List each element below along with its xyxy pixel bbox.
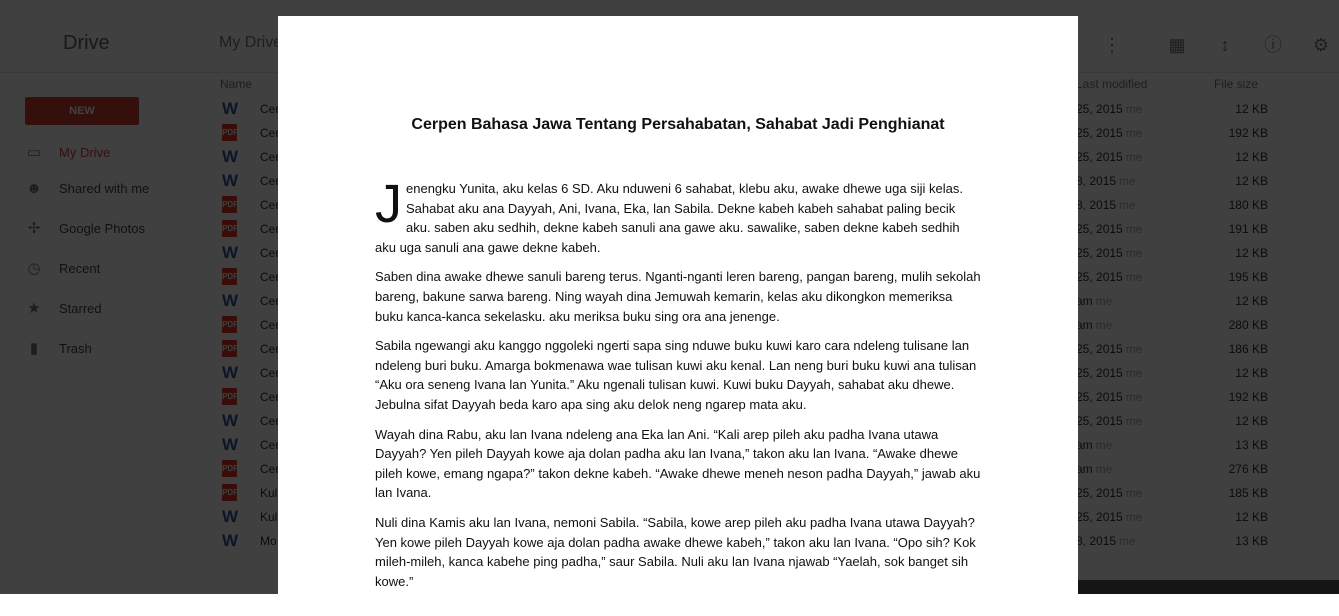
document-paragraph: Sabila ngewangi aku kanggo nggoleki ngerti sapa sing nduwe buku kuwi karo cara ndeleng tulisane lan ndeleng buri buku. Amarga bokmenawa wae tulisan kuwi aku kenal. Lan neng buri buku kuwi ana tulisan “Aku ora seneng Ivana lan Yunita.” Aku ngenali tulisan kuwi. Kuwi buku Dayyah, sahabat aku dhewe. Jebulna sifat Dayyah beda karo apa sing aku delok neng ngarep mata aku.: [375, 338, 977, 412]
document-title: Cerpen Bahasa Jawa Tentang Persahabatan, Sahabat Jadi Penghianat: [411, 116, 945, 133]
document-paragraph: Nuli dina Kamis aku lan Ivana, nemoni Sabila. “Sabila, kowe arep pileh aku padha Ivana utawa Dayyah? Yen kowe pileh Dayyah kowe aja dolan padha awake dhewe kabeh,” takon aku lan Ivana. “Opo sih? Kok mileh-mileh, kanca kabehe ping padha,” saur Sabila. Nuli aku lan Ivana njawab “Yaelah, sok banget sih kowe.”: [375, 514, 976, 589]
document-paragraph: [375, 174, 983, 257]
document-preview: [278, 16, 1078, 616]
paragraph-text: enengku Yunita, aku kelas 6 SD. Aku nduweni 6 sahabat, klebu aku, awake dhewe uga siji kelas. Sahabat aku ana Dayyah, Ani, Ivana, Eka, lan Sabila. Dekne kabeh kabeh sahabat paling becik aku. saben aku sedhih, dekne kabeh sanuli ana gawe aku. sawalike, saben dekne kabeh sedhih aku uga sanuli ana gawe dekne kabeh.: [375, 181, 963, 255]
document-paragraph: Wayah dina Rabu, aku lan Ivana ndeleng ana Eka lan Ani. “Kali arep pileh aku padha Ivana utawa Dayyah? Yen pileh Dayyah kowe aja dolan padha aku lan Ivana,” takon aku lan Ivana. “Awake dhewe pileh kowe, emang ngapa?” takon dekne kabeh. “Awake dhewe meneh neson padha Dayyah,” jawab aku lan Ivana.: [375, 426, 981, 501]
document-body: [375, 174, 983, 601]
dropcap-letter: J: [375, 174, 402, 234]
document-paragraph: Saben dina awake dhewe sanuli bareng terus. Nganti-nganti leren bareng, pangan bareng, mulih sekolah bareng, bakune sarwa bareng. Ning wayah dina Jemuwah kemarin, kelas aku dikongkon memeriksa buku kanca-kanca sekelasku. aku meriksa buku sing ora ana jenenge.: [375, 269, 981, 324]
